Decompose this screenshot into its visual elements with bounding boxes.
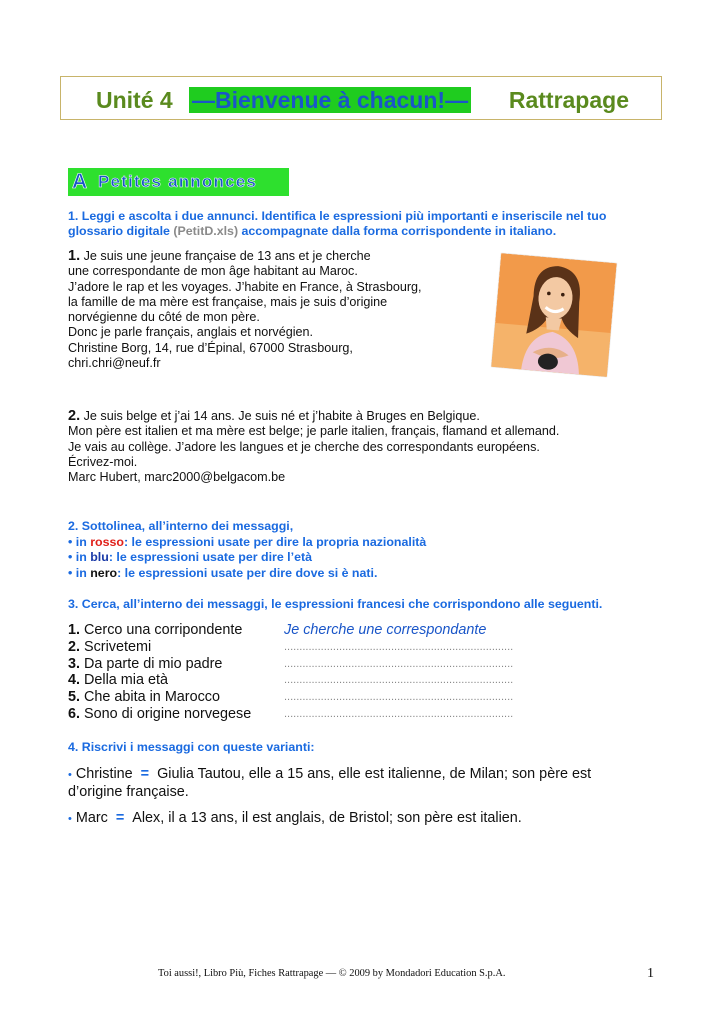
item-text: Cerco una corripondente	[80, 622, 243, 638]
ad-1-line: chri.chri@neuf.fr	[68, 356, 161, 371]
section-type-label: Rattrapage	[508, 87, 629, 113]
variant-line: d’origine française.	[68, 784, 189, 800]
item-text: Sono di origine norvegese	[80, 705, 252, 722]
ad-2-line: Écrivez-moi.	[68, 454, 138, 469]
instruction-line-2	[68, 224, 606, 239]
item-label	[68, 656, 222, 673]
item-number: 5.	[68, 689, 81, 706]
answer-text: Je cherche une correspondante	[284, 622, 487, 638]
exercise-2-item-red	[68, 535, 426, 551]
exercise-2-title: 2. Sottolinea, all’interno dei messaggi,	[68, 519, 294, 533]
answer-blank[interactable]: ...........................................................................	[284, 657, 514, 670]
ad-2-line: Je vais au collège. J’adore les langues et je cherche des correspondants européens.	[68, 439, 540, 454]
item-label	[68, 689, 220, 706]
ad-1-line: Christine Borg, 14, rue d’Épinal, 67000 Strasbourg,	[68, 340, 353, 355]
footer-credit: Toi aussi!, Libro Più, Fiches Rattrapage — © 2009 by Mondadori Education S.p.A.	[158, 968, 506, 979]
bullet-prefix: • in	[68, 550, 91, 564]
ad-1-line: norvégienne du côté de mon père.	[68, 310, 260, 325]
ad-text: Je suis belge et j’ai 14 ans. Je suis né et j’habite à Bruges en Belgique.	[80, 409, 480, 423]
variant-christine	[68, 766, 591, 801]
item-text: : le espressioni usate per dire dove si è nati.	[117, 565, 378, 580]
instruction-text: accompagnate dalla forma corrispondente in italiano.	[238, 224, 557, 238]
bullet-prefix: • in	[68, 565, 91, 580]
color-word-red: rosso	[90, 534, 124, 549]
girl-photo	[491, 253, 616, 377]
item-text: Della mia età	[80, 672, 168, 689]
section-letter: A	[72, 170, 88, 193]
list-item	[68, 639, 538, 656]
equals-sign: =	[140, 766, 150, 782]
item-number: 3.	[68, 655, 81, 672]
answer-blank[interactable]: ...........................................................................	[284, 674, 514, 687]
ad-1-line: la famille de ma mère est française, mais je suis d’origine	[68, 294, 388, 309]
ad-2-line: Mon père est italien et ma mère est belge; je parle italien, français, flamand et allemand.	[68, 424, 560, 439]
item-text: : le espressioni usate per dire la propria nazionalità	[123, 534, 427, 549]
item-label	[68, 672, 168, 689]
ad-text: Je suis une jeune française de 13 ans et je cherche	[80, 249, 371, 263]
exercise-2-item-black	[68, 566, 426, 582]
exercise-2	[68, 519, 426, 581]
answer-blank[interactable]: ...........................................................................	[284, 707, 514, 720]
list-item	[68, 622, 538, 639]
instruction-text: glossario digitale	[68, 224, 174, 238]
item-text: Scrivetemi	[80, 638, 152, 655]
instruction-line-1: 1. Leggi e ascolta i due annunci. Identifica le espressioni più importanti e inseriscile nel tuo	[68, 209, 607, 223]
exercise-4-title: 4. Riscrivi i messaggi con queste varianti:	[68, 740, 315, 754]
variant-text: Giulia Tautou, elle a 15 ans, elle est italienne, de Milan; son père est	[157, 766, 592, 782]
item-number: 4.	[68, 672, 81, 689]
variant-name: Christine	[75, 766, 133, 782]
ad-1	[68, 249, 422, 371]
item-text: : le espressioni usate per dire l’età	[108, 550, 312, 564]
list-item	[68, 706, 538, 723]
variant-text: Alex, il a 13 ans, il est anglais, de Bristol; son père est italien.	[132, 810, 522, 826]
section-title: Petites annonces	[98, 172, 258, 191]
bullet-prefix: • in	[68, 534, 91, 549]
unit-label: Unité 4	[96, 87, 173, 113]
ad-1-line: une correspondante de mon âge habitant au Maroc.	[68, 264, 358, 279]
item-number: 6.	[68, 705, 81, 722]
ad-1-number: 1.	[68, 248, 81, 264]
ad-2-number: 2.	[68, 408, 81, 424]
title-box	[60, 76, 662, 120]
ad-1-line	[68, 249, 422, 264]
bullet-icon: •	[68, 813, 72, 825]
exercise-3-title: 3. Cerca, all’interno dei messaggi, le espressioni francesi che corrispondono alle seguenti.	[68, 597, 603, 611]
item-number: 2.	[68, 638, 81, 655]
exercise-1-instruction	[68, 209, 606, 239]
color-word-black: nero	[90, 565, 118, 580]
ad-1-line: Donc je parle français, anglais et norvégien.	[68, 325, 314, 340]
item-text: Che abita in Marocco	[80, 689, 220, 706]
variant-line	[68, 766, 591, 784]
exercise-3-list	[68, 622, 538, 723]
item-number: 1.	[68, 622, 81, 638]
answer-blank[interactable]: ...........................................................................	[284, 691, 514, 704]
list-item	[68, 656, 538, 673]
variant-line	[68, 810, 522, 828]
color-word-blue: blu	[90, 550, 109, 564]
page-number: 1	[647, 966, 654, 981]
list-item	[68, 689, 538, 706]
exercise-2-item-blue	[68, 550, 426, 566]
ad-2-line: Marc Hubert, marc2000@belgacom.be	[68, 470, 286, 485]
girl-portrait-image	[491, 253, 616, 377]
variant-marc	[68, 810, 522, 828]
glossary-file-ref: (PetitD.xls)	[173, 224, 239, 238]
item-label	[68, 622, 242, 639]
ad-2-line	[68, 409, 559, 424]
ad-2	[68, 409, 559, 485]
variant-name: Marc	[75, 810, 108, 826]
equals-sign: =	[115, 810, 125, 826]
ad-1-line: J’adore le rap et les voyages. J’habite en France, à Strasbourg,	[68, 279, 422, 294]
section-a-header	[68, 168, 289, 196]
list-item	[68, 672, 538, 689]
page-title: —Bienvenue à chacun!—	[189, 87, 471, 113]
item-text: Da parte di mio padre	[80, 655, 223, 672]
item-label	[68, 706, 251, 723]
answer-blank[interactable]: ...........................................................................	[284, 640, 514, 653]
bullet-icon: •	[68, 769, 72, 781]
item-label	[68, 639, 151, 656]
